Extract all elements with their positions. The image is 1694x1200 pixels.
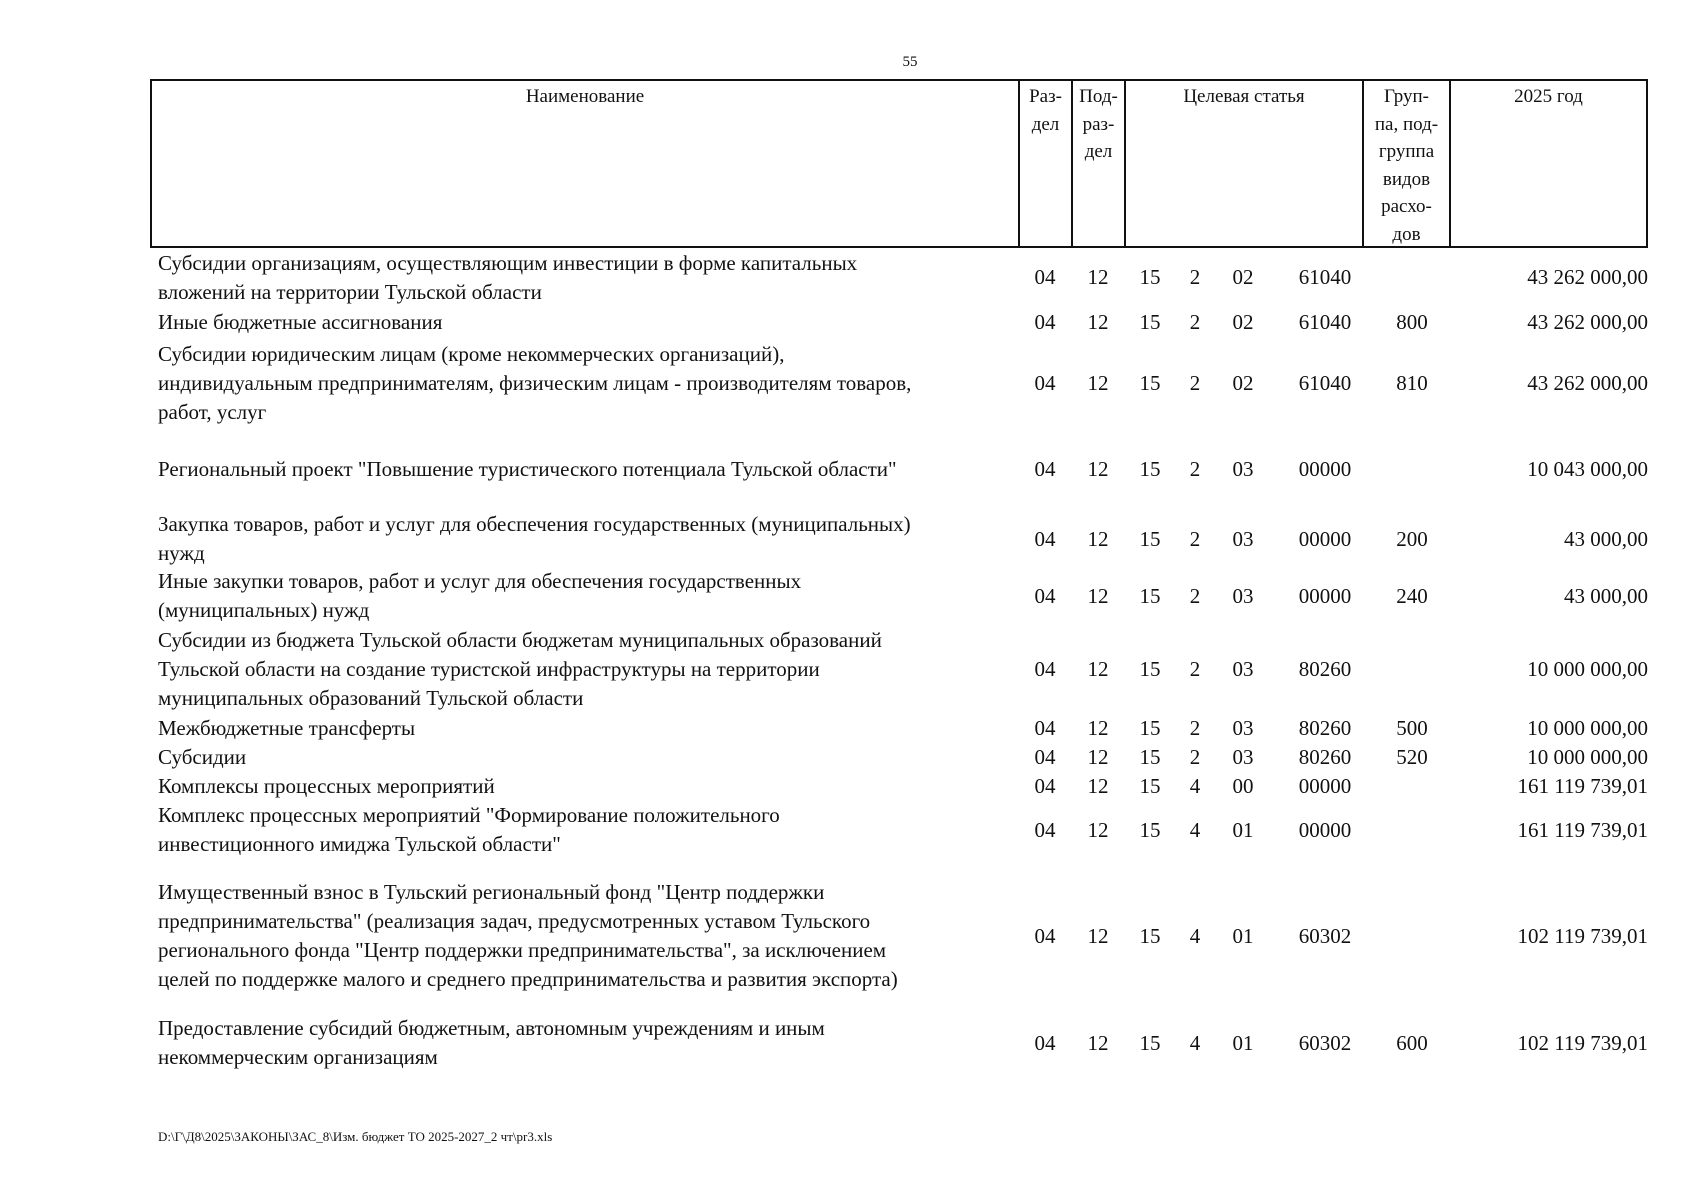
row-d: 00000	[1298, 526, 1352, 551]
row-c: 01	[1232, 817, 1254, 842]
row-podr: 12	[1087, 1030, 1109, 1055]
row-grp: 520	[1396, 745, 1428, 769]
row-name-line: Комплекс процессных мероприятий "Формирование положительного	[158, 803, 780, 827]
row-name-line: Региональный проект "Повышение туристического потенциала Тульской области"	[158, 456, 897, 481]
row-name-line: индивидуальным предпринимателям, физическим лицам - производителям товаров,	[158, 370, 912, 395]
header-razdel-l2: дел	[1031, 113, 1060, 135]
row-a: 15	[1139, 1030, 1161, 1055]
row-d: 61040	[1298, 370, 1352, 395]
row-b: 2	[1189, 656, 1201, 681]
row-name-line: регионального фонда "Центр поддержки предпринимательства", за исключением	[158, 938, 887, 962]
row-name-line: Имущественный взнос в Тульский региональный фонд "Центр поддержки	[158, 880, 825, 904]
row-name-line: Закупка товаров, работ и услуг для обеспечения государственных (муниципальных)	[158, 512, 911, 536]
row-podr: 12	[1087, 310, 1109, 334]
row-b: 4	[1189, 923, 1201, 948]
row-amount: 10 000 000,00	[1527, 656, 1648, 681]
row-d: 80260	[1298, 656, 1352, 681]
header-name-text: Наименование	[525, 86, 645, 107]
row-name-line: некоммерческим организациям	[158, 1045, 438, 1069]
row-podr: 12	[1087, 456, 1109, 481]
row-c: 03	[1232, 526, 1254, 551]
row-name	[158, 455, 1013, 484]
row-a: 15	[1139, 265, 1161, 289]
row-d: 00000	[1298, 774, 1352, 798]
row-amount: 43 262 000,00	[1527, 370, 1648, 395]
row-d: 80260	[1298, 745, 1352, 769]
row-name	[158, 743, 1013, 772]
row-podr: 12	[1087, 774, 1109, 798]
row-podr: 12	[1087, 656, 1109, 681]
row-d: 61040	[1298, 310, 1352, 334]
row-a: 15	[1139, 583, 1161, 608]
row-name	[158, 772, 1013, 801]
row-razdel: 04	[1034, 774, 1056, 798]
row-grp: 500	[1396, 716, 1428, 740]
table-row	[150, 307, 1648, 338]
row-b: 2	[1189, 310, 1201, 334]
row-d: 60302	[1298, 1030, 1352, 1055]
row-d: 80260	[1298, 716, 1352, 740]
row-name-line: Межбюджетные трансферты	[158, 716, 416, 740]
table-row	[150, 743, 1648, 772]
header-group-l3: группа	[1378, 141, 1435, 162]
row-name-line: вложений на территории Тульской области	[158, 279, 542, 304]
table-row	[150, 1013, 1648, 1073]
header-group-l1: Груп-	[1383, 86, 1430, 107]
row-c: 03	[1232, 456, 1254, 481]
row-amount: 102 119 739,01	[1517, 923, 1648, 948]
row-c: 03	[1232, 656, 1254, 681]
header-name	[152, 81, 1020, 246]
row-name-line: муниципальных образований Тульской области	[158, 685, 584, 710]
row-c: 03	[1232, 583, 1254, 608]
table-row	[150, 772, 1648, 801]
row-podr: 12	[1087, 745, 1109, 769]
row-podr: 12	[1087, 716, 1109, 740]
row-name-line: целей по поддержке малого и среднего предпринимательства и развития экспорта)	[158, 967, 898, 991]
row-c: 02	[1232, 370, 1254, 395]
row-amount: 43 262 000,00	[1527, 265, 1648, 289]
row-a: 15	[1139, 310, 1161, 334]
row-a: 15	[1139, 745, 1161, 769]
row-amount: 10 000 000,00	[1527, 745, 1648, 769]
header-razdel	[1020, 81, 1073, 246]
row-razdel: 04	[1034, 817, 1056, 842]
header-podr-l2: раз-	[1082, 113, 1115, 135]
row-d: 00000	[1298, 456, 1352, 481]
header-podr-l3: дел	[1084, 141, 1113, 162]
row-name	[158, 249, 1013, 307]
header-year	[1451, 81, 1646, 246]
row-razdel: 04	[1034, 583, 1056, 608]
row-name-line: инвестиционного имиджа Тульской области"	[158, 832, 561, 856]
row-amount: 161 119 739,01	[1517, 774, 1648, 798]
row-name	[158, 878, 1013, 994]
row-name-line: (муниципальных) нужд	[158, 598, 370, 622]
row-name	[158, 567, 1013, 625]
row-name-line: работ, услуг	[158, 399, 267, 424]
row-a: 15	[1139, 456, 1161, 481]
row-amount: 161 119 739,01	[1517, 817, 1648, 842]
row-name-line: Иные бюджетные ассигнования	[158, 310, 443, 334]
row-podr: 12	[1087, 923, 1109, 948]
header-group-l5: расхо-	[1381, 196, 1432, 217]
row-amount: 43 000,00	[1564, 526, 1648, 551]
row-c: 01	[1232, 923, 1254, 948]
table-row	[150, 568, 1648, 624]
header-podrazdel	[1073, 81, 1126, 246]
row-b: 2	[1189, 456, 1201, 481]
table-row	[150, 801, 1648, 859]
row-razdel: 04	[1034, 456, 1056, 481]
row-grp: 600	[1396, 1030, 1428, 1055]
row-podr: 12	[1087, 265, 1109, 289]
row-grp: 810	[1396, 370, 1428, 395]
row-amount: 102 119 739,01	[1517, 1030, 1648, 1055]
row-podr: 12	[1087, 370, 1109, 395]
row-podr: 12	[1087, 817, 1109, 842]
row-name	[158, 801, 1013, 859]
row-razdel: 04	[1034, 310, 1056, 334]
row-razdel: 04	[1034, 923, 1056, 948]
row-a: 15	[1139, 774, 1161, 798]
row-name-line: Субсидии	[158, 745, 247, 769]
row-podr: 12	[1087, 526, 1109, 551]
header-group-l6: дов	[1392, 223, 1421, 245]
row-razdel: 04	[1034, 1030, 1056, 1055]
row-razdel: 04	[1034, 265, 1056, 289]
table-header	[150, 79, 1648, 248]
row-a: 15	[1139, 526, 1161, 551]
row-b: 2	[1189, 526, 1201, 551]
header-group-l4: видов	[1382, 168, 1431, 190]
header-target-text: Целевая статья	[1183, 86, 1305, 107]
table-row	[150, 624, 1648, 714]
row-b: 2	[1189, 265, 1201, 289]
row-name	[158, 714, 1013, 743]
row-name-line: нужд	[158, 541, 205, 565]
row-name-line: Предоставление субсидий бюджетным, автономным учреждениям и иным	[158, 1016, 825, 1040]
row-grp: 240	[1396, 583, 1428, 608]
table-row	[150, 338, 1648, 428]
row-name-line: Субсидии из бюджета Тульской области бюджетам муниципальных образований	[158, 627, 882, 652]
row-name	[158, 626, 1013, 713]
header-group-l2: па, под-	[1374, 113, 1439, 135]
row-podr: 12	[1087, 583, 1109, 608]
row-name-line: Тульской области на создание туристской инфраструктуры на территории	[158, 656, 820, 681]
header-podr-l1: Под-	[1079, 86, 1118, 107]
row-name-line: Комплексы процессных мероприятий	[158, 774, 495, 798]
row-c: 02	[1232, 310, 1254, 334]
row-b: 2	[1189, 745, 1201, 769]
row-razdel: 04	[1034, 745, 1056, 769]
header-razdel-l1: Раз-	[1029, 86, 1062, 107]
row-c: 00	[1232, 774, 1254, 798]
row-razdel: 04	[1034, 656, 1056, 681]
row-name	[158, 1014, 1013, 1072]
row-razdel: 04	[1034, 370, 1056, 395]
row-razdel: 04	[1034, 716, 1056, 740]
row-b: 4	[1189, 774, 1201, 798]
header-year-text: 2025 год	[1514, 86, 1583, 107]
row-name-line: предпринимательства" (реализация задач, предусмотренных уставом Тульского	[158, 909, 871, 933]
table-row	[150, 714, 1648, 743]
table-row	[150, 510, 1648, 568]
row-d: 61040	[1298, 265, 1352, 289]
row-c: 03	[1232, 716, 1254, 740]
row-grp: 200	[1396, 526, 1428, 551]
row-a: 15	[1139, 817, 1161, 842]
row-c: 02	[1232, 265, 1254, 289]
table-row	[150, 871, 1648, 1001]
row-c: 03	[1232, 745, 1254, 769]
row-name-line: Иные закупки товаров, работ и услуг для обеспечения государственных	[158, 569, 802, 593]
row-b: 2	[1189, 716, 1201, 740]
row-name	[158, 510, 1013, 568]
page-number: 55	[902, 54, 918, 70]
row-a: 15	[1139, 923, 1161, 948]
row-amount: 10 000 000,00	[1527, 716, 1648, 740]
row-b: 4	[1189, 817, 1201, 842]
row-d: 60302	[1298, 923, 1352, 948]
row-name-line: Субсидии юридическим лицам (кроме некоммерческих организаций),	[158, 341, 785, 366]
footer-file-path: D:\Г\Д8\2025\ЗАКОНЫ\ЗАС_8\Изм. бюджет ТО 2025-2027_2 чт\pr3.xls	[158, 1129, 553, 1144]
row-c: 01	[1232, 1030, 1254, 1055]
row-razdel: 04	[1034, 526, 1056, 551]
row-a: 15	[1139, 716, 1161, 740]
row-d: 00000	[1298, 583, 1352, 608]
row-b: 4	[1189, 1030, 1201, 1055]
row-name	[158, 340, 1013, 427]
row-amount: 10 043 000,00	[1527, 456, 1648, 481]
row-b: 2	[1189, 370, 1201, 395]
row-amount: 43 262 000,00	[1527, 310, 1648, 334]
row-amount: 43 000,00	[1564, 583, 1648, 608]
table-row	[150, 248, 1648, 307]
row-name-line: Субсидии организациям, осуществляющим инвестиции в форме капитальных	[158, 250, 858, 275]
row-b: 2	[1189, 583, 1201, 608]
row-a: 15	[1139, 370, 1161, 395]
table-row	[150, 440, 1648, 498]
row-d: 00000	[1298, 817, 1352, 842]
row-name	[158, 308, 1013, 337]
header-target	[1126, 81, 1364, 246]
row-a: 15	[1139, 656, 1161, 681]
row-grp: 800	[1396, 310, 1428, 334]
header-group	[1364, 81, 1451, 246]
